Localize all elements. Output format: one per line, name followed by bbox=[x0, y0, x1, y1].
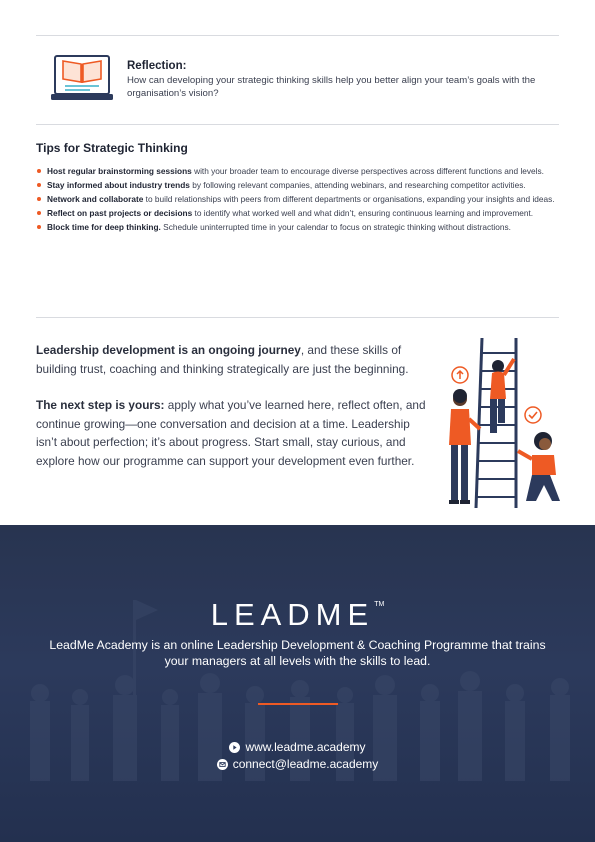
closing-paragraph: The next step is yours: apply what you’ve learned here, reflect often, and continue growing—one conversation and decision at a time. Leadership isn’t about perfection; it’s about progress. Start small, stay curious, and explore how our programme can support your development even further. bbox=[36, 398, 426, 468]
website-link[interactable]: www.leadme.academy bbox=[0, 739, 595, 756]
reflection-title: Reflection: bbox=[127, 60, 187, 72]
list-item: Stay informed about industry trends by following relevant companies, attending webinars, and researching competitor activities. bbox=[36, 178, 561, 192]
accent-divider bbox=[258, 703, 338, 705]
leadme-logo: LEADME™ bbox=[210, 597, 385, 632]
divider bbox=[36, 35, 559, 36]
play-icon bbox=[229, 742, 240, 753]
tips-title: Tips for Strategic Thinking bbox=[36, 141, 188, 155]
divider bbox=[36, 124, 559, 125]
reflection-text: How can developing your strategic thinking skills help you better align your team’s goals with the organisation’s vision? bbox=[127, 75, 536, 99]
footer-description: LeadMe Academy is an online Leadership Development & Coaching Programme that trains your managers at all levels with the skills to lead. bbox=[49, 638, 546, 668]
divider bbox=[36, 317, 559, 318]
ladder-team-illustration bbox=[440, 333, 565, 513]
bullet-icon bbox=[37, 211, 41, 215]
list-item: Reflect on past projects or decisions to identify what worked well and what didn’t, ensuring continuous learning and improvement. bbox=[36, 206, 561, 220]
bullet-icon bbox=[37, 183, 41, 187]
bullet-icon bbox=[37, 225, 41, 229]
email-link[interactable]: connect@leadme.academy bbox=[0, 756, 595, 773]
contact-list bbox=[0, 739, 595, 773]
closing-paragraph: Leadership development is an ongoing journey, and these skills of building trust, coaching and thinking strategically are just the beginning. bbox=[36, 343, 409, 376]
laptop-book-icon bbox=[50, 52, 114, 106]
list-item: Network and collaborate to build relationships with peers from different departments or organisations, expanding your insights and ideas. bbox=[36, 192, 561, 206]
closing-text bbox=[36, 341, 434, 488]
bullet-icon bbox=[37, 197, 41, 201]
bullet-icon bbox=[37, 169, 41, 173]
list-item: Host regular brainstorming sessions with your broader team to encourage diverse perspectives across different functions and levels. bbox=[36, 164, 561, 178]
list-item: Block time for deep thinking. Schedule uninterrupted time in your calendar to focus on strategic thinking without distractions. bbox=[36, 220, 561, 234]
tips-list bbox=[36, 164, 561, 234]
mail-icon bbox=[217, 759, 228, 770]
footer bbox=[0, 525, 595, 842]
